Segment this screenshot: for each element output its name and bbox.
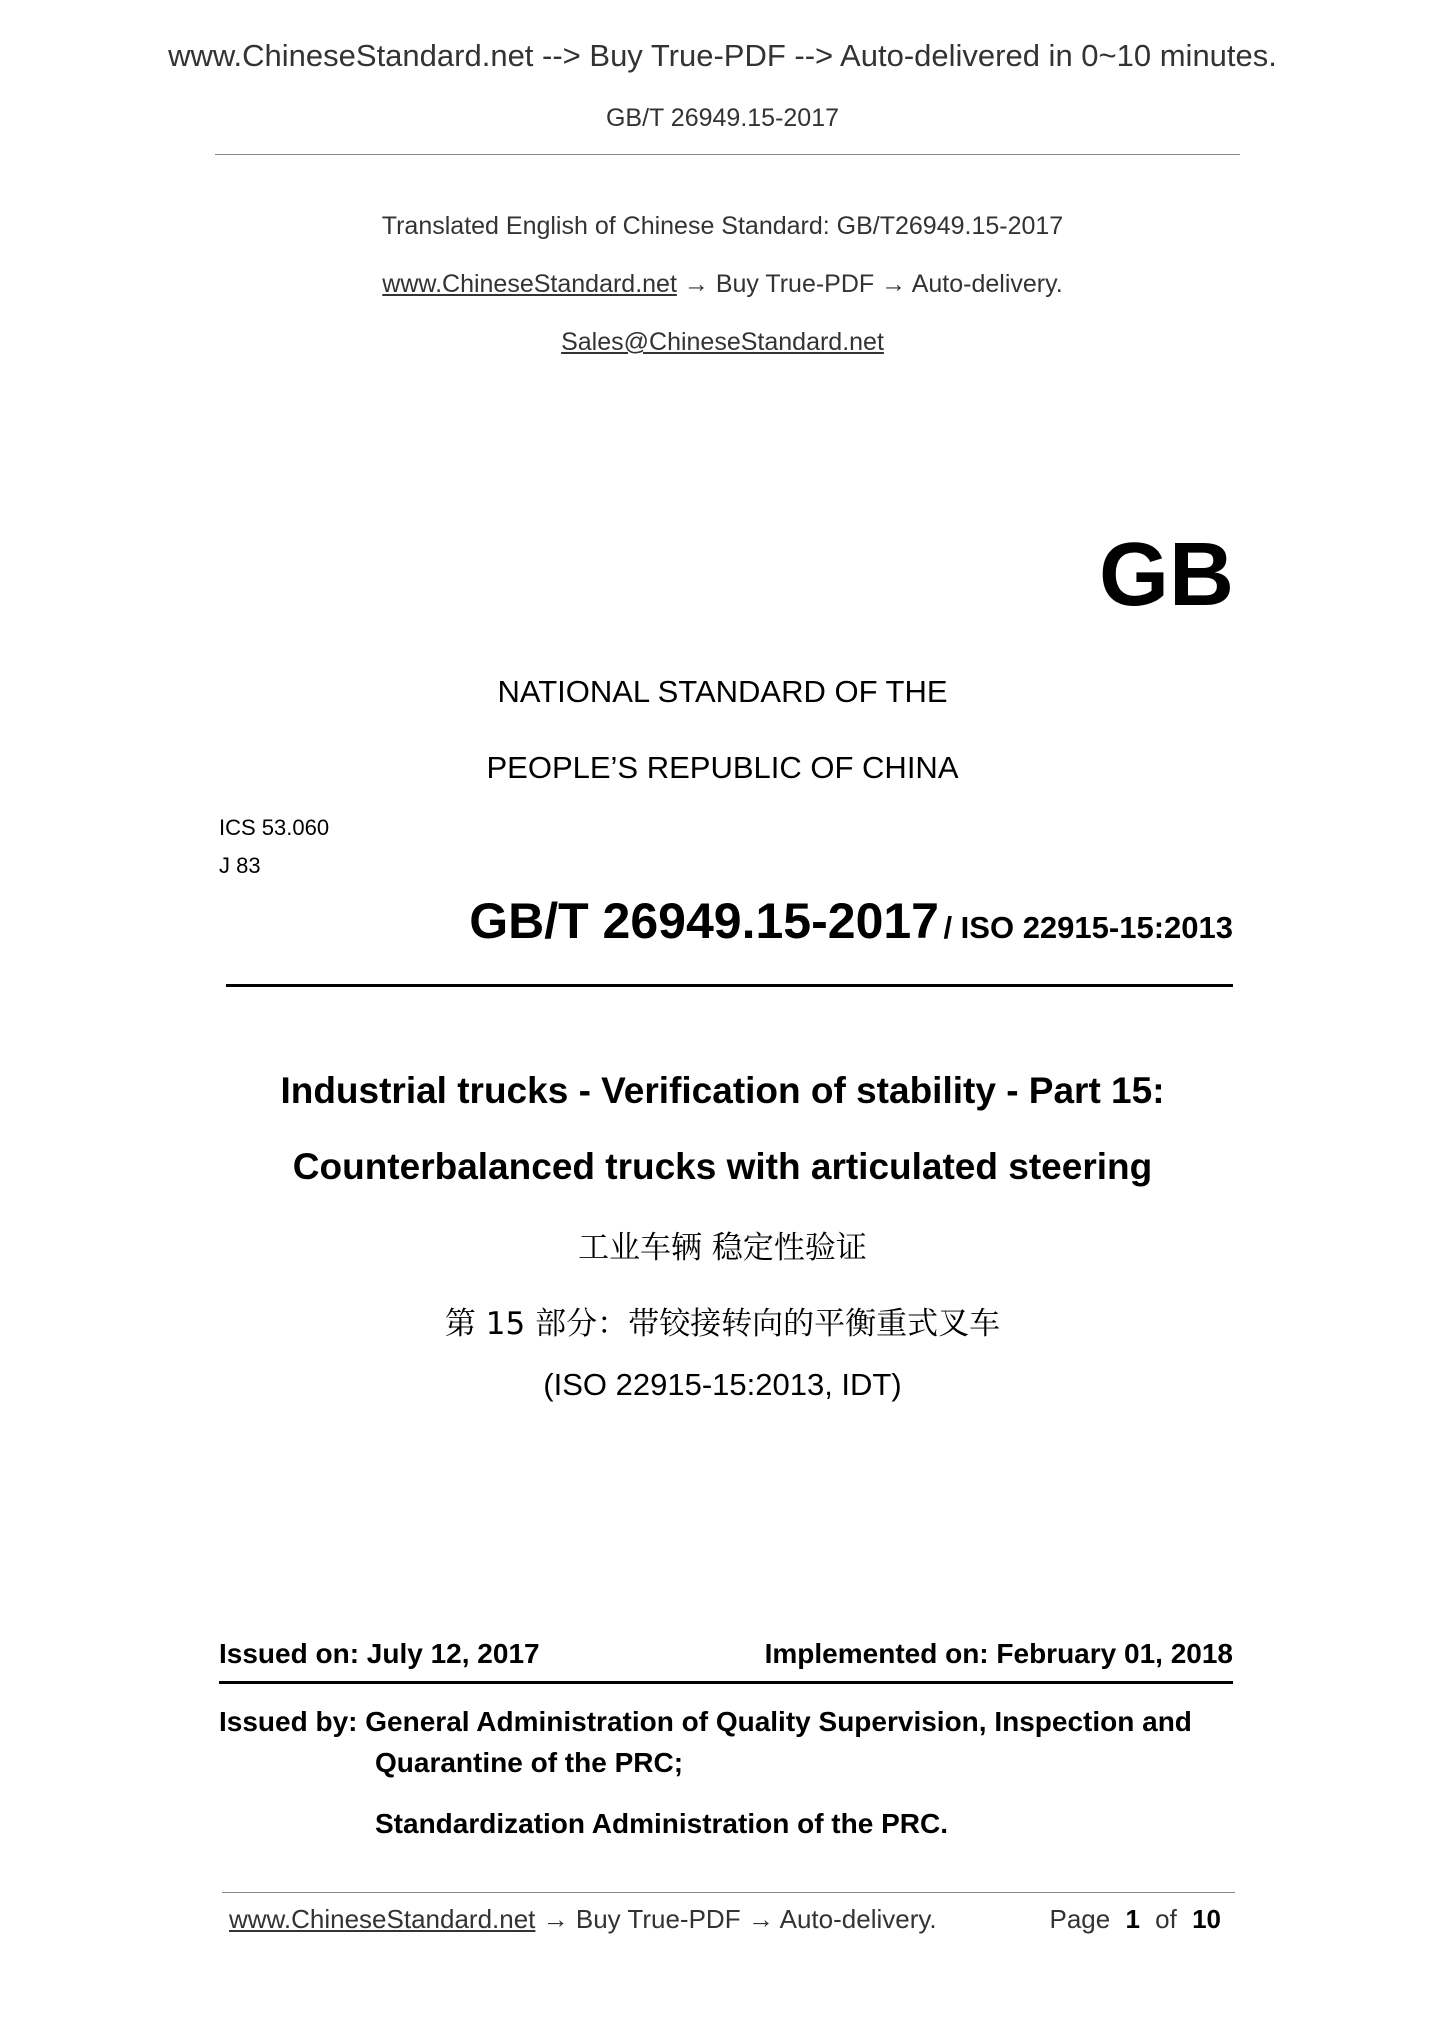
footer-buy-text: Buy True-PDF [575,1904,741,1934]
page-label: Page [1049,1904,1111,1934]
footer-divider [222,1892,1235,1893]
header-divider [215,154,1240,155]
issued-by-label: Issued by: [219,1706,358,1737]
iso-reference: / ISO 22915-15:2013 [943,910,1233,945]
issued-date: Issued on: July 12, 2017 [219,1638,540,1669]
intro-site-link[interactable]: www.ChineseStandard.net [382,270,677,298]
dates-divider [219,1681,1233,1684]
national-line-2: PEOPLE’S REPUBLIC OF CHINA [486,750,959,785]
standard-number: GB/T 26949.15-2017 [469,893,939,949]
intro-buy-line [0,270,1445,299]
header-doc-code: GB/T 26949.15-2017 [605,104,840,132]
footer-buy-line [229,1904,937,1935]
equivalence-note: (ISO 22915-15:2013, IDT) [543,1367,902,1402]
footer-delivery-text: Auto-delivery. [779,1904,937,1934]
title-zh-line-2: 第 15 部分：带铰接转向的平衡重式叉车 [444,1306,1001,1342]
sales-email-line [0,328,1445,357]
page-total: 10 [1192,1904,1221,1934]
intro-delivery-text: Auto-delivery. [911,270,1063,298]
arrow-icon: → [747,1904,774,1934]
national-line-1: NATIONAL STANDARD OF THE [497,674,948,709]
standard-number-line [469,892,1233,950]
translated-line: Translated English of Chinese Standard: GB/T26949.15-2017 [381,212,1064,240]
top-banner: www.ChineseStandard.net --> Buy True-PDF --> Auto-delivered in 0~10 minutes. [168,38,1277,73]
title-en-line-1: Industrial trucks - Verification of stability - Part 15: [280,1070,1165,1111]
page-number: 1 [1125,1904,1140,1934]
page-indicator [1049,1904,1221,1935]
issuing-org-1: General Administration of Quality Supervision, Inspection and [365,1706,1192,1737]
title-zh-line-1: 工业车辆 稳定性验证 [578,1230,867,1266]
issuing-org-1-line-2: Quarantine of the PRC; [375,1747,684,1778]
ics-code: ICS 53.060 [219,815,330,840]
issued-by-line-1 [219,1706,1192,1738]
title-en-line-2: Counterbalanced trucks with articulated steering [292,1146,1153,1187]
intro-buy-text: Buy True-PDF [715,270,875,298]
j-code: J 83 [219,853,261,878]
sales-email-link[interactable]: Sales@ChineseStandard.net [561,328,884,356]
issuing-org-2: Standardization Administration of the PRC. [375,1808,948,1839]
arrow-icon: → [881,270,907,298]
standard-divider [226,984,1233,987]
gb-logo: GB [1099,525,1234,625]
arrow-icon: → [542,1904,569,1934]
of-label: of [1155,1904,1177,1934]
footer-site-link[interactable]: www.ChineseStandard.net [229,1904,536,1934]
arrow-icon: → [683,270,709,298]
implemented-date: Implemented on: February 01, 2018 [764,1638,1233,1669]
